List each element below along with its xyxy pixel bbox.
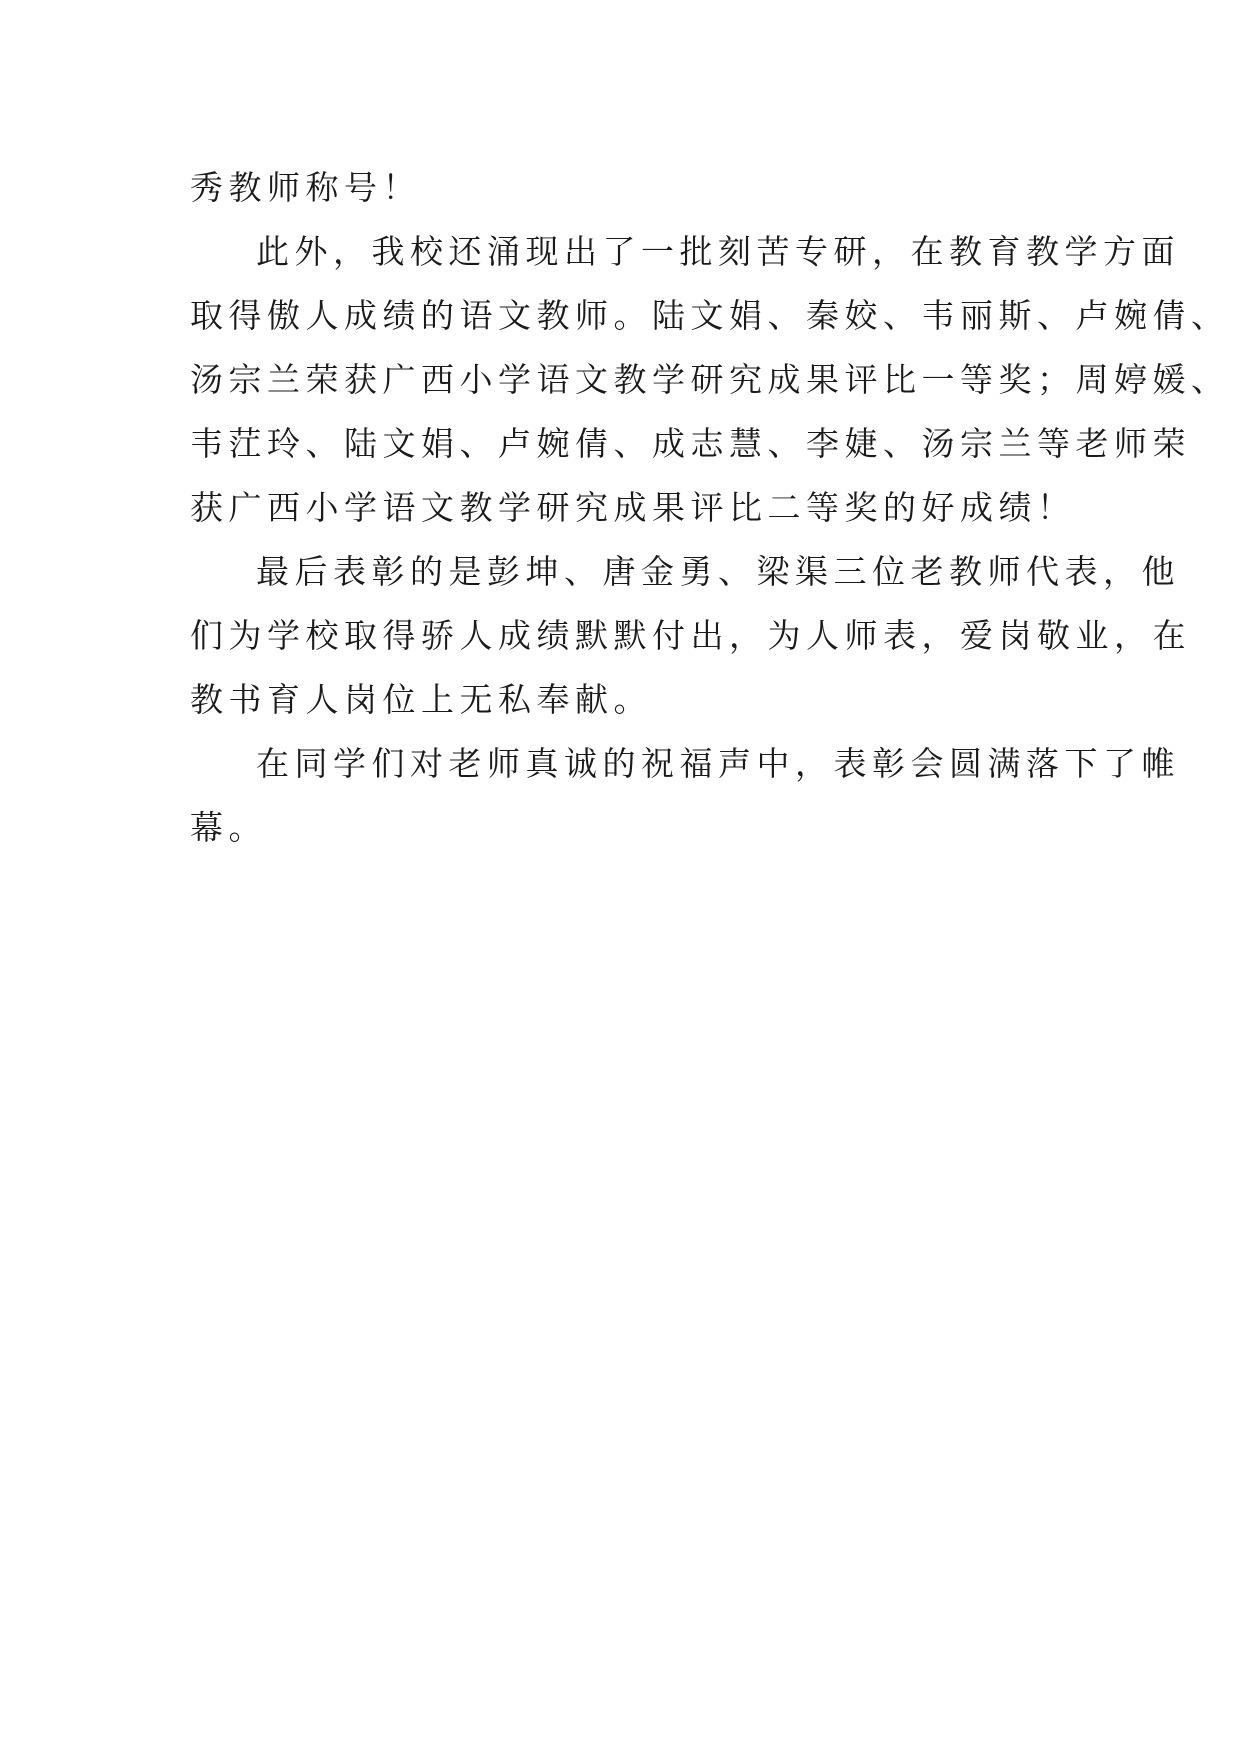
paragraph-line-4: 汤宗兰荣获广西小学语文教学研究成果评比一等奖；周婷媛、 bbox=[190, 360, 1230, 399]
paragraph-line-9: 教书育人岗位上无私奉献。 bbox=[190, 680, 652, 719]
paragraph-line-10: 在同学们对老师真诚的祝福声中，表彰会圆满落下了帷 bbox=[256, 744, 1180, 783]
paragraph-line-1: 秀教师称号！ bbox=[190, 168, 421, 207]
paragraph-line-11: 幕。 bbox=[190, 808, 267, 847]
paragraph-line-7: 最后表彰的是彭坤、唐金勇、梁渠三位老教师代表，他 bbox=[256, 552, 1180, 591]
paragraph-line-2: 此外，我校还涌现出了一批刻苦专研，在教育教学方面 bbox=[256, 232, 1180, 271]
paragraph-line-6: 获广西小学语文教学研究成果评比二等奖的好成绩！ bbox=[190, 488, 1076, 527]
paragraph-line-3: 取得傲人成绩的语文教师。陆文娟、秦姣、韦丽斯、卢婉倩、 bbox=[190, 296, 1230, 335]
document-body bbox=[190, 156, 1230, 860]
paragraph-line-8: 们为学校取得骄人成绩默默付出，为人师表，爱岗敬业，在 bbox=[190, 616, 1191, 655]
paragraph-line-5: 韦茳玲、陆文娟、卢婉倩、成志慧、李婕、汤宗兰等老师荣 bbox=[190, 424, 1191, 463]
